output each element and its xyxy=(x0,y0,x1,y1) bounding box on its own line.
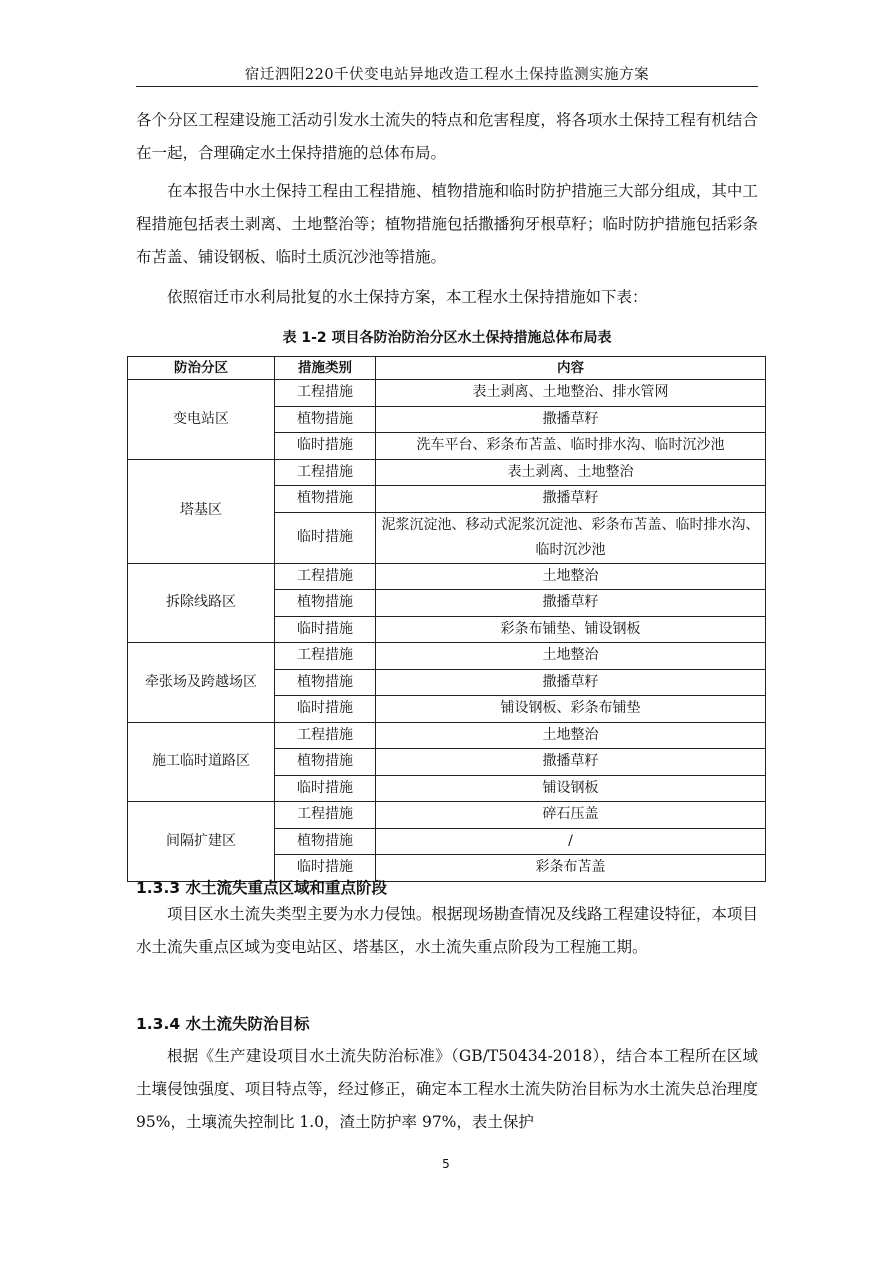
measure-content-cell: 表土剥离、土地整治 xyxy=(376,459,766,486)
measure-content-cell: 碎石压盖 xyxy=(376,802,766,829)
measure-type-cell: 临时措施 xyxy=(275,855,376,882)
measure-content-cell: / xyxy=(376,828,766,855)
measure-content-cell: 撒播草籽 xyxy=(376,486,766,513)
measure-content-cell: 撒播草籽 xyxy=(376,669,766,696)
measure-content-cell: 表土剥离、土地整治、排水管网 xyxy=(376,380,766,407)
measure-content-cell: 撒播草籽 xyxy=(376,749,766,776)
measure-type-cell: 植物措施 xyxy=(275,828,376,855)
header-type: 措施类别 xyxy=(275,357,376,380)
section-heading-1-3-3: 1.3.3 水土流失重点区域和重点阶段 xyxy=(136,879,388,897)
zone-cell: 塔基区 xyxy=(128,459,275,563)
measure-content-cell: 铺设钢板、彩条布铺垫 xyxy=(376,696,766,723)
measure-type-cell: 植物措施 xyxy=(275,749,376,776)
measure-type-cell: 临时措施 xyxy=(275,616,376,643)
paragraph-targets: 根据《生产建设项目水土流失防治标准》（GB/T50434-2018），结合本工程所在区域土壤侵蚀强度、项目特点等，经过修正，确定本工程水土流失防治目标为水土流失总治理度 95%，土壤流失控制比 1.0，渣土防护率 97%，表土保护 xyxy=(136,1047,758,1131)
table-caption: 表 1-2 项目各防治防治分区水土保持措施总体布局表 xyxy=(282,330,612,346)
measure-content-cell: 土地整治 xyxy=(376,563,766,590)
paragraph-table-lead: 依照宿迁市水利局批复的水土保持方案，本工程水土保持措施如下表： xyxy=(167,288,648,306)
header-content: 内容 xyxy=(376,357,766,380)
table-row xyxy=(128,802,766,829)
measure-type-cell: 植物措施 xyxy=(275,486,376,513)
measure-content-cell: 彩条布苫盖 xyxy=(376,855,766,882)
zone-cell: 变电站区 xyxy=(128,380,275,460)
paragraph-key-areas: 项目区水土流失类型主要为水力侵蚀。根据现场勘查情况及线路工程建设特征，本项目水土流失重点区域为变电站区、塔基区，水土流失重点阶段为工程施工期。 xyxy=(136,905,758,956)
table-row xyxy=(128,722,766,749)
measure-type-cell: 植物措施 xyxy=(275,406,376,433)
measure-type-cell: 植物措施 xyxy=(275,669,376,696)
table-row xyxy=(128,563,766,590)
measure-content-cell: 彩条布铺垫、铺设钢板 xyxy=(376,616,766,643)
measure-content-cell: 土地整治 xyxy=(376,722,766,749)
header-rule xyxy=(136,86,758,87)
measure-type-cell: 临时措施 xyxy=(275,433,376,460)
page-number: 5 xyxy=(442,1157,450,1171)
measures-table xyxy=(127,356,766,882)
measure-content-cell: 撒播草籽 xyxy=(376,406,766,433)
measure-content-cell: 洗车平台、彩条布苫盖、临时排水沟、临时沉沙池 xyxy=(376,433,766,460)
measure-type-cell: 工程措施 xyxy=(275,380,376,407)
paragraph-measures: 在本报告中水土保持工程由工程措施、植物措施和临时防护措施三大部分组成，其中工程措施包括表土剥离、土地整治等；植物措施包括撒播狗牙根草籽；临时防护措施包括彩条布苫盖、铺设钢板、临时土质沉沙池等措施。 xyxy=(136,182,758,266)
measure-type-cell: 工程措施 xyxy=(275,459,376,486)
table-body xyxy=(128,380,766,882)
measure-type-cell: 工程措施 xyxy=(275,643,376,670)
measure-type-cell: 临时措施 xyxy=(275,775,376,802)
running-header: 宿迁泗阳220千伏变电站异地改造工程水土保持监测实施方案 xyxy=(244,67,650,83)
zone-cell: 施工临时道路区 xyxy=(128,722,275,802)
table-header-row xyxy=(128,357,766,380)
zone-cell: 拆除线路区 xyxy=(128,563,275,643)
measure-content-cell: 土地整治 xyxy=(376,643,766,670)
measure-type-cell: 工程措施 xyxy=(275,802,376,829)
measure-content-cell: 撒播草籽 xyxy=(376,590,766,617)
table-row xyxy=(128,643,766,670)
measure-type-cell: 工程措施 xyxy=(275,722,376,749)
table-row xyxy=(128,459,766,486)
zone-cell: 牵张场及跨越场区 xyxy=(128,643,275,723)
paragraph-intro: 各个分区工程建设施工活动引发水土流失的特点和危害程度，将各项水土保持工程有机结合在一起，合理确定水土保持措施的总体布局。 xyxy=(136,111,758,162)
measure-content-cell: 铺设钢板 xyxy=(376,775,766,802)
table-row xyxy=(128,380,766,407)
section-heading-1-3-4: 1.3.4 水土流失防治目标 xyxy=(136,1015,310,1033)
measure-content-cell: 泥浆沉淀池、移动式泥浆沉淀池、彩条布苫盖、临时排水沟、临时沉沙池 xyxy=(376,512,766,563)
measure-type-cell: 临时措施 xyxy=(275,696,376,723)
measure-type-cell: 工程措施 xyxy=(275,563,376,590)
zone-cell: 间隔扩建区 xyxy=(128,802,275,882)
measure-type-cell: 植物措施 xyxy=(275,590,376,617)
measure-type-cell: 临时措施 xyxy=(275,512,376,563)
header-zone: 防治分区 xyxy=(128,357,275,380)
